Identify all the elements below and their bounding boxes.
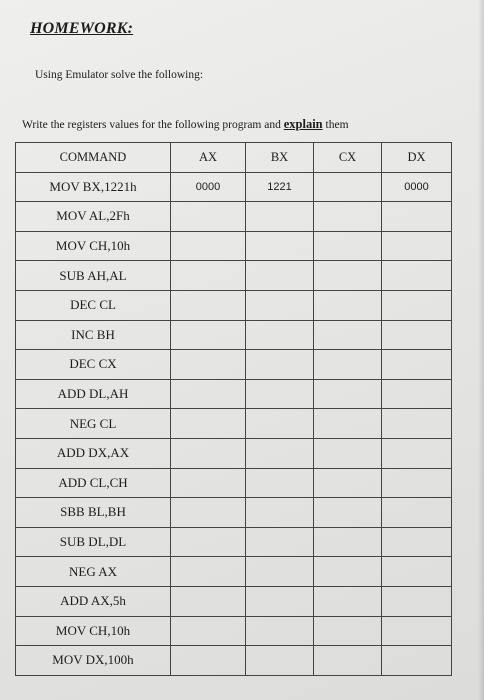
bx-cell	[246, 320, 314, 350]
cx-cell	[314, 231, 382, 261]
paper-edge-shadow	[478, 0, 484, 700]
ax-cell	[171, 646, 246, 676]
dx-cell	[382, 261, 452, 291]
dx-cell	[382, 646, 452, 676]
table-row	[16, 202, 452, 232]
dx-cell	[382, 231, 452, 261]
bx-cell	[246, 350, 314, 380]
command-cell: NEG AX	[16, 557, 171, 587]
bx-cell	[246, 409, 314, 439]
command-cell: NEG CL	[16, 409, 171, 439]
table-row	[16, 290, 452, 320]
ax-cell	[171, 231, 246, 261]
question-prefix: Write the registers values for the following program and	[22, 119, 281, 131]
table-header	[16, 143, 452, 173]
cx-cell	[314, 468, 382, 498]
header-dx: DX	[382, 143, 452, 173]
cx-cell	[314, 616, 382, 646]
ax-cell	[171, 379, 246, 409]
ax-cell	[171, 616, 246, 646]
command-cell: ADD CL,CH	[16, 468, 171, 498]
ax-cell	[171, 320, 246, 350]
dx-cell	[382, 350, 452, 380]
bx-cell	[246, 616, 314, 646]
command-cell: DEC CL	[16, 290, 171, 320]
question-suffix: them	[325, 119, 349, 131]
cx-cell	[314, 290, 382, 320]
question-emphasis: explain	[283, 117, 323, 131]
command-cell: ADD DX,AX	[16, 438, 171, 468]
command-cell: MOV AL,2Fh	[16, 202, 171, 232]
command-cell: DEC CX	[16, 350, 171, 380]
registers-table	[15, 142, 452, 676]
cx-cell	[314, 320, 382, 350]
ax-cell	[171, 438, 246, 468]
table-row	[16, 468, 452, 498]
homework-title: HOMEWORK:	[30, 20, 134, 37]
table-row	[16, 616, 452, 646]
cx-cell	[314, 379, 382, 409]
command-cell: MOV BX,1221h	[16, 172, 171, 202]
ax-cell	[171, 498, 246, 528]
dx-cell	[382, 498, 452, 528]
question-text	[22, 117, 349, 132]
ax-cell	[171, 527, 246, 557]
instruction-text: Using Emulator solve the following:	[35, 69, 204, 81]
bx-cell	[246, 290, 314, 320]
dx-cell: 0000	[382, 172, 452, 202]
ax-cell	[171, 350, 246, 380]
table-row	[16, 646, 452, 676]
ax-cell	[171, 586, 246, 616]
cx-cell	[314, 557, 382, 587]
cx-cell	[314, 646, 382, 676]
ax-cell	[171, 290, 246, 320]
ax-cell	[171, 409, 246, 439]
dx-cell	[382, 468, 452, 498]
ax-cell: 0000	[171, 172, 246, 202]
dx-cell	[382, 290, 452, 320]
command-cell: SUB DL,DL	[16, 527, 171, 557]
ax-cell	[171, 202, 246, 232]
table-body	[16, 172, 452, 675]
bx-cell	[246, 586, 314, 616]
table-row	[16, 438, 452, 468]
ax-cell	[171, 557, 246, 587]
cx-cell	[314, 409, 382, 439]
table-row	[16, 527, 452, 557]
dx-cell	[382, 409, 452, 439]
command-cell: MOV DX,100h	[16, 646, 171, 676]
dx-cell	[382, 202, 452, 232]
bx-cell: 1221	[246, 172, 314, 202]
command-cell: SUB AH,AL	[16, 261, 171, 291]
table-row	[16, 409, 452, 439]
cx-cell	[314, 172, 382, 202]
table-row	[16, 379, 452, 409]
command-cell: INC BH	[16, 320, 171, 350]
header-cx: CX	[314, 143, 382, 173]
table-row	[16, 557, 452, 587]
table-row	[16, 586, 452, 616]
cx-cell	[314, 527, 382, 557]
cx-cell	[314, 438, 382, 468]
dx-cell	[382, 616, 452, 646]
bx-cell	[246, 379, 314, 409]
dx-cell	[382, 586, 452, 616]
dx-cell	[382, 557, 452, 587]
cx-cell	[314, 202, 382, 232]
ax-cell	[171, 261, 246, 291]
header-ax: AX	[171, 143, 246, 173]
cx-cell	[314, 261, 382, 291]
command-cell: SBB BL,BH	[16, 498, 171, 528]
dx-cell	[382, 438, 452, 468]
command-cell: MOV CH,10h	[16, 616, 171, 646]
bx-cell	[246, 527, 314, 557]
command-cell: ADD AX,5h	[16, 586, 171, 616]
table-row	[16, 320, 452, 350]
bx-cell	[246, 438, 314, 468]
bx-cell	[246, 231, 314, 261]
bx-cell	[246, 557, 314, 587]
table-row	[16, 261, 452, 291]
table-row	[16, 172, 452, 202]
bx-cell	[246, 498, 314, 528]
bx-cell	[246, 646, 314, 676]
cx-cell	[314, 350, 382, 380]
command-cell: MOV CH,10h	[16, 231, 171, 261]
ax-cell	[171, 468, 246, 498]
table-row	[16, 498, 452, 528]
table-row	[16, 231, 452, 261]
header-bx: BX	[246, 143, 314, 173]
dx-cell	[382, 320, 452, 350]
header-command: COMMAND	[16, 143, 171, 173]
cx-cell	[314, 586, 382, 616]
table-row	[16, 350, 452, 380]
dx-cell	[382, 527, 452, 557]
cx-cell	[314, 498, 382, 528]
command-cell: ADD DL,AH	[16, 379, 171, 409]
dx-cell	[382, 379, 452, 409]
bx-cell	[246, 261, 314, 291]
bx-cell	[246, 468, 314, 498]
bx-cell	[246, 202, 314, 232]
header-row	[16, 143, 452, 173]
